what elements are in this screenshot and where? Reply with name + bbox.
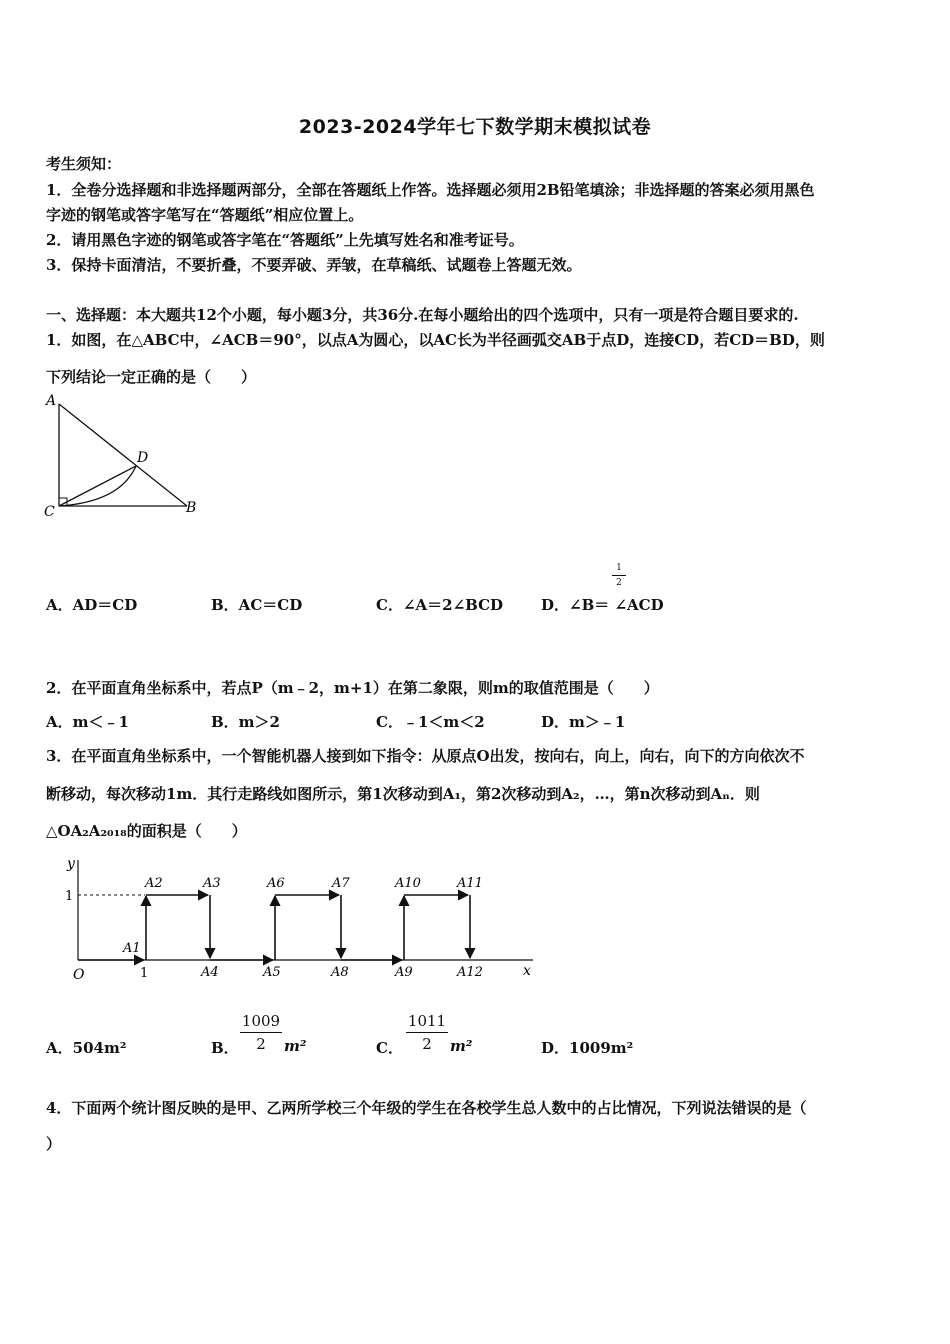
x-axis-label: x (523, 963, 531, 979)
label-C: C (44, 504, 55, 520)
q3-stem-line2: 断移动，每次移动1m．其行走路线如图所示，第1次移动到A₁，第2次移动到A₂，…，第n次移动到Aₙ．则 (46, 785, 760, 803)
q1-option-b: B．AC＝CD (211, 596, 303, 614)
q2-stem: 2．在平面直角坐标系中，若点P（m﹣2，m+1）在第二象限，则m的取值范围是（ ） (46, 679, 659, 697)
q3-option-c-fraction (406, 1012, 448, 1053)
section-1-heading: 一、选择题：本大题共12个小题，每小题3分，共36分.在每小题给出的四个选项中，只有一项是符合题目要求的. (46, 306, 799, 324)
y-axis-label: y (67, 856, 75, 872)
label-B: B (186, 500, 197, 516)
point-label-a12: A12 (457, 965, 483, 980)
q3-stem-line1: 3．在平面直角坐标系中，一个智能机器人接到如下指令：从原点O出发，按向右，向上，向右，向下的方向依次不 (46, 747, 805, 765)
point-label-a4: A4 (201, 965, 219, 980)
point-label-a3: A3 (203, 876, 221, 891)
q1-stem-line1: 1．如图，在△ABC中，∠ACB＝90°，以点A为圆心，以AC长为半径画弧交AB于点D，连接CD，若CD＝BD，则 (46, 331, 825, 349)
fraction-denominator: 2 (256, 1035, 266, 1053)
q3-path-figure (55, 852, 545, 987)
notice-line-1b: 字迹的钢笔或答字笔写在“答题纸”相应位置上。 (46, 206, 364, 224)
label-A: A (46, 393, 57, 409)
point-label-a8: A8 (331, 965, 349, 980)
q1-option-d-fraction (612, 563, 626, 588)
page-title: 2023-2024学年七下数学期末模拟试卷 (298, 116, 652, 138)
q3-option-c-prefix: C． (376, 1039, 403, 1057)
origin-label: O (73, 967, 85, 983)
fraction-numerator: 1 (616, 563, 622, 573)
notice-line-2: 2．请用黑色字迹的钢笔或答字笔在“答题纸”上先填写姓名和准考证号。 (46, 231, 524, 249)
q3-option-a: A．504m² (46, 1039, 127, 1057)
q3-option-b-fraction (240, 1012, 282, 1053)
fraction-numerator: 1009 (241, 1012, 281, 1030)
q2-option-d: D．m＞﹣1 (541, 713, 626, 731)
point-label-a7: A7 (332, 876, 350, 891)
q1-triangle-figure (40, 390, 210, 525)
y-tick-1: 1 (65, 889, 74, 904)
point-label-a10: A10 (395, 876, 421, 891)
label-D: D (137, 450, 149, 466)
fraction-denominator: 2 (616, 578, 622, 588)
q2-option-a: A．m＜﹣1 (46, 713, 129, 731)
q3-option-c-unit: m² (450, 1037, 473, 1055)
q1-option-a: A．AD＝CD (46, 596, 138, 614)
point-label-a5: A5 (263, 965, 281, 980)
q3-stem-line3: △OA₂A₂₀₁₈的面积是（ ） (46, 822, 247, 840)
notice-line-1a: 1．全卷分选择题和非选择题两部分，全部在答题纸上作答。选择题必须用2B铅笔填涂；非选择题的答案必须用黑色 (46, 181, 815, 199)
point-label-a9: A9 (395, 965, 413, 980)
q1-stem-line2: 下列结论一定正确的是（ ） (46, 368, 257, 386)
point-label-a11: A11 (457, 876, 483, 891)
fraction-numerator: 1011 (407, 1012, 447, 1030)
q3-option-b-prefix: B． (211, 1039, 239, 1057)
notice-heading: 考生须知： (46, 155, 122, 173)
q3-option-b-unit: m² (284, 1037, 307, 1055)
x-tick-1: 1 (140, 966, 149, 981)
point-label-a6: A6 (267, 876, 285, 891)
q2-option-b: B．m＞2 (211, 713, 280, 731)
q3-option-d: D．1009m² (541, 1039, 634, 1057)
fraction-denominator: 2 (422, 1035, 432, 1053)
q4-stem-line2: ） (46, 1135, 62, 1153)
q1-option-d: D．∠B＝ ∠ACD (541, 596, 664, 614)
point-label-a2: A2 (145, 876, 163, 891)
notice-line-3: 3．保持卡面清洁，不要折叠，不要弄破、弄皱，在草稿纸、试题卷上答题无效。 (46, 256, 582, 274)
point-label-a1: A1 (123, 941, 141, 956)
q2-option-c: C．﹣1＜m＜2 (376, 713, 485, 731)
q1-option-c: C．∠A＝2∠BCD (376, 596, 504, 614)
q4-stem-line1: 4．下面两个统计图反映的是甲、乙两所学校三个年级的学生在各校学生总人数中的占比情况，下列说法错误的是（ (46, 1099, 807, 1117)
